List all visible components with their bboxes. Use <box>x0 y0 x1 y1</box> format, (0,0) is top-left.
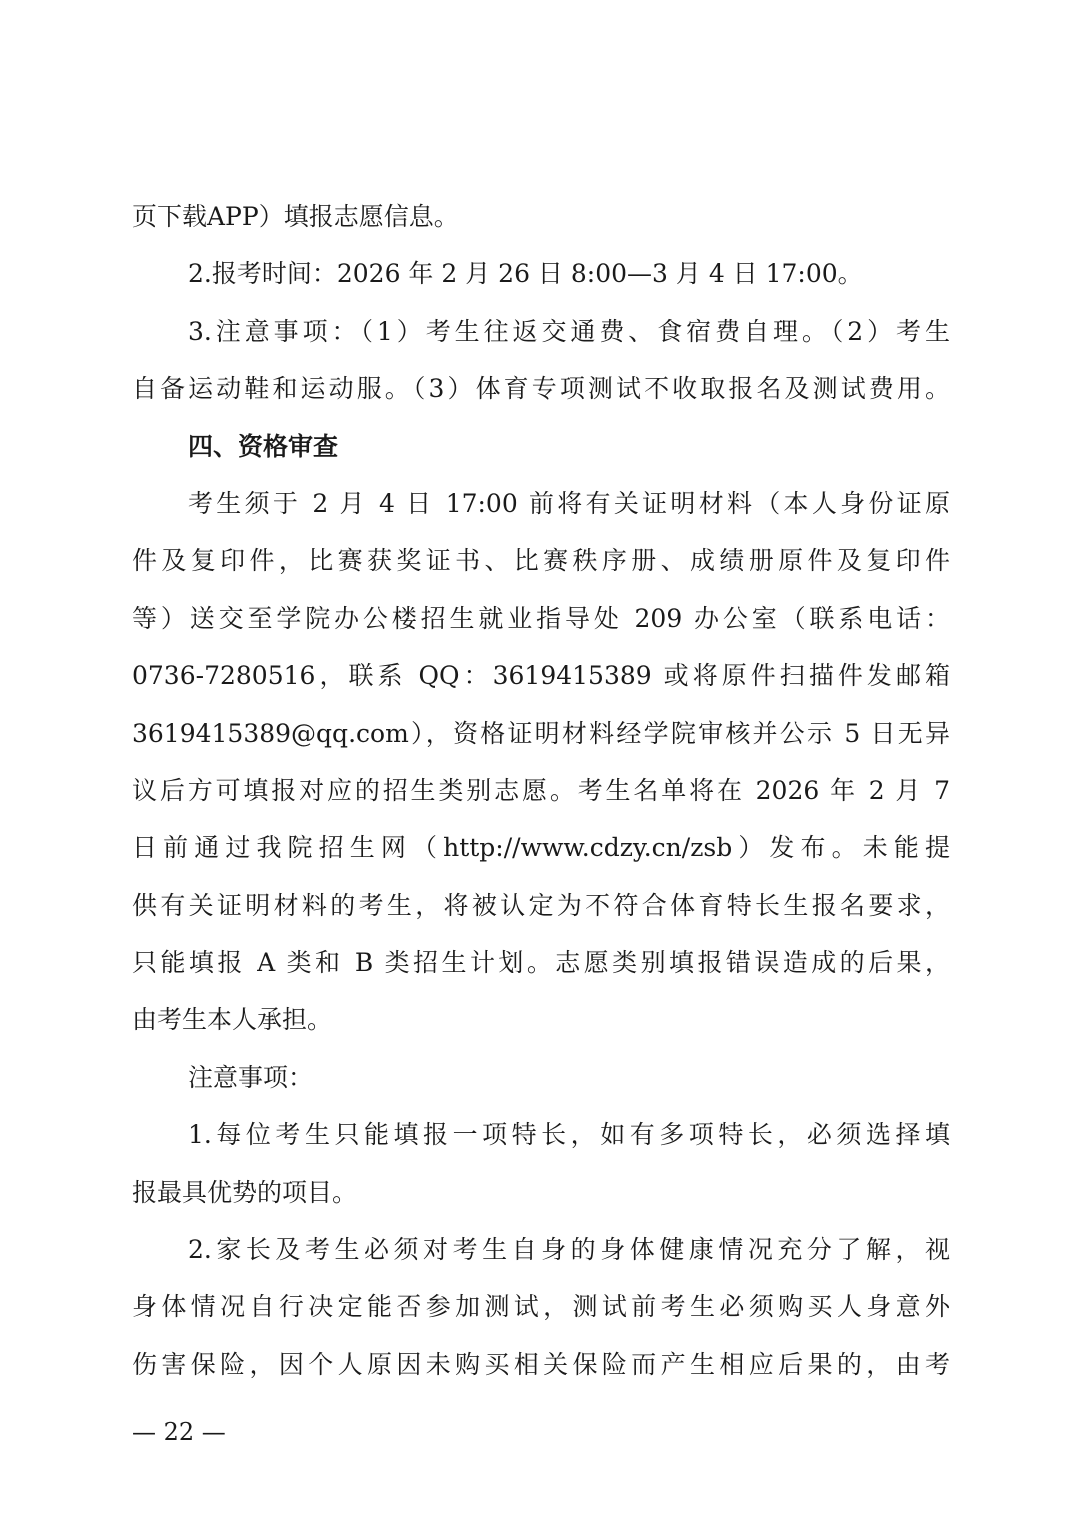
text-line: 伤害保险，因个人原因未购买相关保险而产生相应后果的，由考 <box>132 1349 950 1379</box>
text-line: 注意事项： <box>188 1062 314 1092</box>
document-body <box>132 188 950 1393</box>
text-line: 等）送交至学院办公楼招生就业指导处 209 办公室（联系电话： <box>132 603 950 633</box>
text-line: 由考生本人承担。 <box>132 1005 333 1035</box>
text-line: 页下载APP）填报志愿信息。 <box>132 202 459 231</box>
section-heading: 四、资格审查 <box>188 431 339 461</box>
text-line: 考生须于 2 月 4 日 17:00 前将有关证明材料（本人身份证原 <box>188 488 950 518</box>
text-line: 3619415389@qq.com），资格证明材料经学院审核并公示 5 日无异 <box>132 718 950 748</box>
text-line: 2.家长及考生必须对考生自身的身体健康情况充分了解，视 <box>188 1235 950 1265</box>
page-number: — 22 — <box>132 1418 226 1446</box>
text-line: 身体情况自行决定能否参加测试，测试前考生必须购买人身意外 <box>132 1292 950 1322</box>
text-line: 1.每位考生只能填报一项特长，如有多项特长，必须选择填 <box>188 1120 950 1150</box>
text-line: 议后方可填报对应的招生类别志愿。考生名单将在 2026 年 2 月 7 <box>132 775 950 805</box>
text-line: 自备运动鞋和运动服。（3）体育专项测试不收取报名及测试费用。 <box>132 374 950 404</box>
text-line: 供有关证明材料的考生，将被认定为不符合体育特长生报名要求， <box>132 890 950 920</box>
text-line: 2.报考时间：2026 年 2 月 26 日 8:00—3 月 4 日 17:00。 <box>188 259 863 289</box>
text-line: 3.注意事项：（1）考生往返交通费、食宿费自理。（2）考生 <box>188 316 950 346</box>
text-line: 日前通过我院招生网（http://www.cdzy.cn/zsb）发布。未能提 <box>132 833 950 863</box>
text-line: 0736-7280516，联系 QQ：3619415389 或将原件扫描件发邮箱 <box>132 661 950 691</box>
text-line: 只能填报 A 类和 B 类招生计划。志愿类别填报错误造成的后果， <box>132 948 950 978</box>
text-line: 报最具优势的项目。 <box>132 1177 358 1207</box>
text-line: 件及复印件，比赛获奖证书、比赛秩序册、成绩册原件及复印件 <box>132 546 950 576</box>
